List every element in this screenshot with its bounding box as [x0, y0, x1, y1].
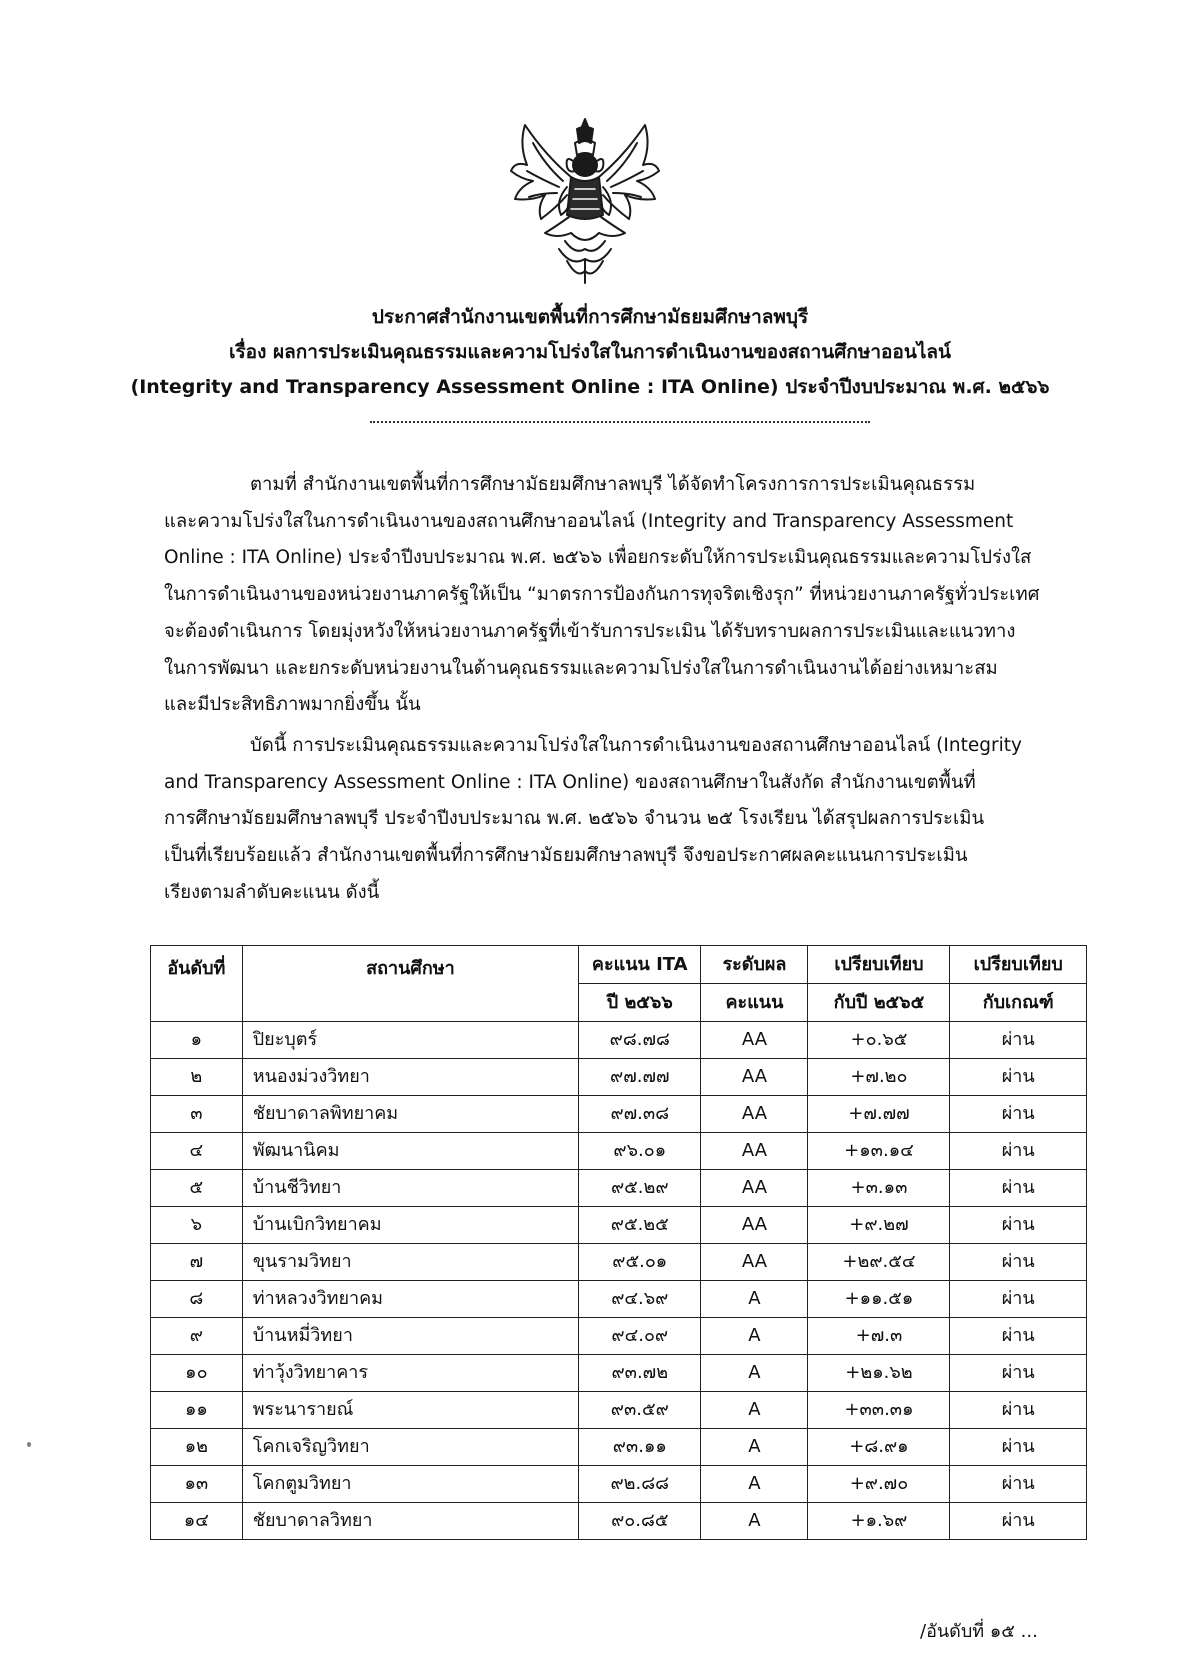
table-cell-score: ๙๕.๒๙	[579, 1170, 701, 1207]
table-cell-level: A	[701, 1355, 808, 1392]
table-cell-level: A	[701, 1392, 808, 1429]
table-cell-criteria: ผ่าน	[950, 1503, 1087, 1540]
title-divider	[370, 421, 870, 423]
paragraph-2	[164, 728, 1082, 912]
table-cell-score: ๙๔.๖๙	[579, 1281, 701, 1318]
table-cell-rank: ๒	[151, 1059, 243, 1096]
header-score-year: ปี ๒๕๖๖	[579, 984, 701, 1022]
table-cell-level: AA	[701, 1022, 808, 1059]
title-line-2: เรื่อง ผลการประเมินคุณธรรมและความโปร่งใสในการดำเนินงานของสถานศึกษาออนไลน์	[228, 341, 952, 363]
table-cell-score: ๙๘.๗๘	[579, 1022, 701, 1059]
header-level: ระดับผล	[701, 946, 808, 984]
table-cell-level: A	[701, 1466, 808, 1503]
header-compare-2565-sub: กับปี ๒๕๖๕	[808, 984, 950, 1022]
table-cell-criteria: ผ่าน	[950, 1207, 1087, 1244]
table-cell-school: โคกตูมวิทยา	[242, 1466, 578, 1503]
paragraph-1-line: ในการพัฒนา และยกระดับหน่วยงานในด้านคุณธรรมและความโปร่งใสในการดำเนินงานได้อย่างเหมาะสม	[164, 657, 998, 679]
table-cell-level: AA	[701, 1096, 808, 1133]
table-cell-criteria: ผ่าน	[950, 1392, 1087, 1429]
table-cell-compare: +๑๓.๑๔	[808, 1133, 950, 1170]
header-rank: อันดับที่	[151, 946, 243, 1022]
table-cell-criteria: ผ่าน	[950, 1096, 1087, 1133]
table-cell-criteria: ผ่าน	[950, 1244, 1087, 1281]
paragraph-1-line: ในการดำเนินงานของหน่วยงานภาครัฐให้เป็น “มาตรการป้องกันการทุจริตเชิงรุก” ที่หน่วยงานภาครัฐทั่วประเทศ	[164, 584, 1040, 606]
announcement-title	[130, 300, 1050, 405]
table-cell-criteria: ผ่าน	[950, 1059, 1087, 1096]
table-cell-criteria: ผ่าน	[950, 1170, 1087, 1207]
table-cell-score: ๙๒.๘๘	[579, 1466, 701, 1503]
table-cell-rank: ๑๒	[151, 1429, 243, 1466]
paragraph-2-line: การศึกษามัธยมศึกษาลพบุรี ประจำปีงบประมาณ พ.ศ. ๒๕๖๖ จำนวน ๒๕ โรงเรียน ได้สรุปผลการประเมิน	[164, 808, 985, 830]
table-cell-score: ๙๔.๐๙	[579, 1318, 701, 1355]
table-cell-rank: ๑	[151, 1022, 243, 1059]
table-row	[151, 1392, 1087, 1429]
table-cell-score: ๙๗.๓๘	[579, 1096, 701, 1133]
table-row	[151, 1281, 1087, 1318]
table-cell-school: ชัยบาดาลวิทยา	[242, 1503, 578, 1540]
title-line-3: (Integrity and Transparency Assessment Online : ITA Online) ประจำปีงบประมาณ พ.ศ. ๒๕๖๖	[130, 376, 1050, 398]
table-cell-compare: +๑๑.๕๑	[808, 1281, 950, 1318]
paragraph-1-line: ตามที่ สำนักงานเขตพื้นที่การศึกษามัธยมศึกษาลพบุรี ได้จัดทำโครงการการประเมินคุณธรรม	[250, 474, 976, 495]
table-cell-school: ขุนรามวิทยา	[242, 1244, 578, 1281]
table-row	[151, 1318, 1087, 1355]
table-cell-rank: ๑๑	[151, 1392, 243, 1429]
ita-results-table	[150, 945, 1087, 1540]
table-row	[151, 1133, 1087, 1170]
table-cell-criteria: ผ่าน	[950, 1281, 1087, 1318]
table-cell-compare: +๓.๑๓	[808, 1170, 950, 1207]
table-row	[151, 1503, 1087, 1540]
table-cell-score: ๙๖.๐๑	[579, 1133, 701, 1170]
table-cell-school: บ้านชีวิทยา	[242, 1170, 578, 1207]
table-cell-school: บ้านเบิกวิทยาคม	[242, 1207, 578, 1244]
header-compare-criteria: เปรียบเทียบ	[950, 946, 1087, 984]
scan-speck	[27, 1442, 31, 1447]
paragraph-1-line: จะต้องดำเนินการ โดยมุ่งหวังให้หน่วยงานภาครัฐที่เข้ารับการประเมิน ได้รับทราบผลการประเมินและแนวทาง	[164, 620, 1016, 642]
table-cell-level: A	[701, 1429, 808, 1466]
table-row	[151, 1022, 1087, 1059]
table-cell-score: ๙๓.๑๑	[579, 1429, 701, 1466]
table-cell-rank: ๕	[151, 1170, 243, 1207]
header-compare-criteria-sub: กับเกณฑ์	[950, 984, 1087, 1022]
table-cell-rank: ๑๓	[151, 1466, 243, 1503]
table-cell-school: ชัยบาดาลพิทยาคม	[242, 1096, 578, 1133]
table-cell-compare: +๘.๙๑	[808, 1429, 950, 1466]
table-cell-compare: +๓๓.๓๑	[808, 1392, 950, 1429]
paragraph-1-line: และความโปร่งใสในการดำเนินงานของสถานศึกษาออนไลน์ (Integrity and Transparency Assessment	[164, 510, 1014, 532]
table-cell-school: ท่าหลวงวิทยาคม	[242, 1281, 578, 1318]
table-cell-criteria: ผ่าน	[950, 1466, 1087, 1503]
table-cell-compare: +๗.๒๐	[808, 1059, 950, 1096]
table-cell-criteria: ผ่าน	[950, 1318, 1087, 1355]
table-row	[151, 1429, 1087, 1466]
header-compare-2565: เปรียบเทียบ	[808, 946, 950, 984]
continued-note: /อันดับที่ ๑๕ ...	[920, 1621, 1038, 1642]
paragraph-1-line: Online : ITA Online) ประจำปีงบประมาณ พ.ศ. ๒๕๖๖ เพื่อยกระดับให้การประเมินคุณธรรมและความโปร่งใส	[164, 547, 1032, 569]
table-row	[151, 1355, 1087, 1392]
table-row	[151, 1244, 1087, 1281]
table-cell-rank: ๑๔	[151, 1503, 243, 1540]
table-cell-rank: ๑๐	[151, 1355, 243, 1392]
table-cell-level: A	[701, 1318, 808, 1355]
table-cell-level: AA	[701, 1059, 808, 1096]
table-cell-compare: +๐.๖๕	[808, 1022, 950, 1059]
table-cell-compare: +๑.๖๙	[808, 1503, 950, 1540]
paragraph-2-line: เป็นที่เรียบร้อยแล้ว สำนักงานเขตพื้นที่การศึกษามัธยมศึกษาลพบุรี จึงขอประกาศผลคะแนนการประเมิน	[164, 845, 968, 867]
garuda-emblem-icon	[505, 115, 665, 285]
header-level-sub: คะแนน	[701, 984, 808, 1022]
title-line-1: ประกาศสำนักงานเขตพื้นที่การศึกษามัธยมศึกษาลพบุรี	[371, 306, 809, 328]
table-cell-compare: +๗.๗๗	[808, 1096, 950, 1133]
table-cell-rank: ๔	[151, 1133, 243, 1170]
paragraph-2-line: บัดนี้ การประเมินคุณธรรมและความโปร่งใสในการดำเนินงานของสถานศึกษาออนไลน์ (Integrity	[250, 735, 1022, 756]
table-cell-school: ท่าวุ้งวิทยาคาร	[242, 1355, 578, 1392]
table-cell-rank: ๙	[151, 1318, 243, 1355]
table-cell-level: AA	[701, 1244, 808, 1281]
table-row	[151, 1096, 1087, 1133]
table-cell-score: ๙๗.๗๗	[579, 1059, 701, 1096]
table-cell-level: A	[701, 1503, 808, 1540]
table-cell-score: ๙๕.๐๑	[579, 1244, 701, 1281]
header-score: คะแนน ITA	[579, 946, 701, 984]
table-cell-compare: +๒๙.๕๔	[808, 1244, 950, 1281]
table-cell-score: ๙๓.๗๒	[579, 1355, 701, 1392]
table-row	[151, 1207, 1087, 1244]
table-cell-compare: +๙.๗๐	[808, 1466, 950, 1503]
table-cell-criteria: ผ่าน	[950, 1355, 1087, 1392]
table-cell-score: ๙๕.๒๕	[579, 1207, 701, 1244]
table-cell-level: AA	[701, 1133, 808, 1170]
table-cell-level: AA	[701, 1207, 808, 1244]
table-cell-level: AA	[701, 1170, 808, 1207]
table-row	[151, 1170, 1087, 1207]
table-cell-rank: ๖	[151, 1207, 243, 1244]
table-cell-compare: +๒๑.๖๒	[808, 1355, 950, 1392]
table-row	[151, 1059, 1087, 1096]
table-cell-compare: +๗.๓	[808, 1318, 950, 1355]
paragraph-2-line: เรียงตามลำดับคะแนน ดังนี้	[164, 881, 380, 903]
paragraph-1-line: และมีประสิทธิภาพมากยิ่งขึ้น นั้น	[164, 694, 421, 716]
table-cell-level: A	[701, 1281, 808, 1318]
table-row	[151, 1466, 1087, 1503]
table-cell-criteria: ผ่าน	[950, 1022, 1087, 1059]
table-cell-rank: ๘	[151, 1281, 243, 1318]
table-cell-rank: ๗	[151, 1244, 243, 1281]
table-cell-criteria: ผ่าน	[950, 1429, 1087, 1466]
table-cell-school: ปิยะบุตร์	[242, 1022, 578, 1059]
header-school: สถานศึกษา	[242, 946, 578, 1022]
table-cell-compare: +๙.๒๗	[808, 1207, 950, 1244]
paragraph-2-line: and Transparency Assessment Online : ITA Online) ของสถานศึกษาในสังกัด สำนักงานเขตพื้นที่	[164, 771, 976, 793]
table-cell-school: บ้านหมี่วิทยา	[242, 1318, 578, 1355]
table-cell-school: พระนารายณ์	[242, 1392, 578, 1429]
table-cell-school: หนองม่วงวิทยา	[242, 1059, 578, 1096]
table-cell-school: โคกเจริญวิทยา	[242, 1429, 578, 1466]
table-cell-score: ๙๓.๕๙	[579, 1392, 701, 1429]
paragraph-1	[164, 467, 1082, 724]
ita-table-body	[151, 1022, 1087, 1540]
table-cell-rank: ๓	[151, 1096, 243, 1133]
table-cell-school: พัฒนานิคม	[242, 1133, 578, 1170]
table-cell-score: ๙๐.๘๕	[579, 1503, 701, 1540]
table-cell-criteria: ผ่าน	[950, 1133, 1087, 1170]
